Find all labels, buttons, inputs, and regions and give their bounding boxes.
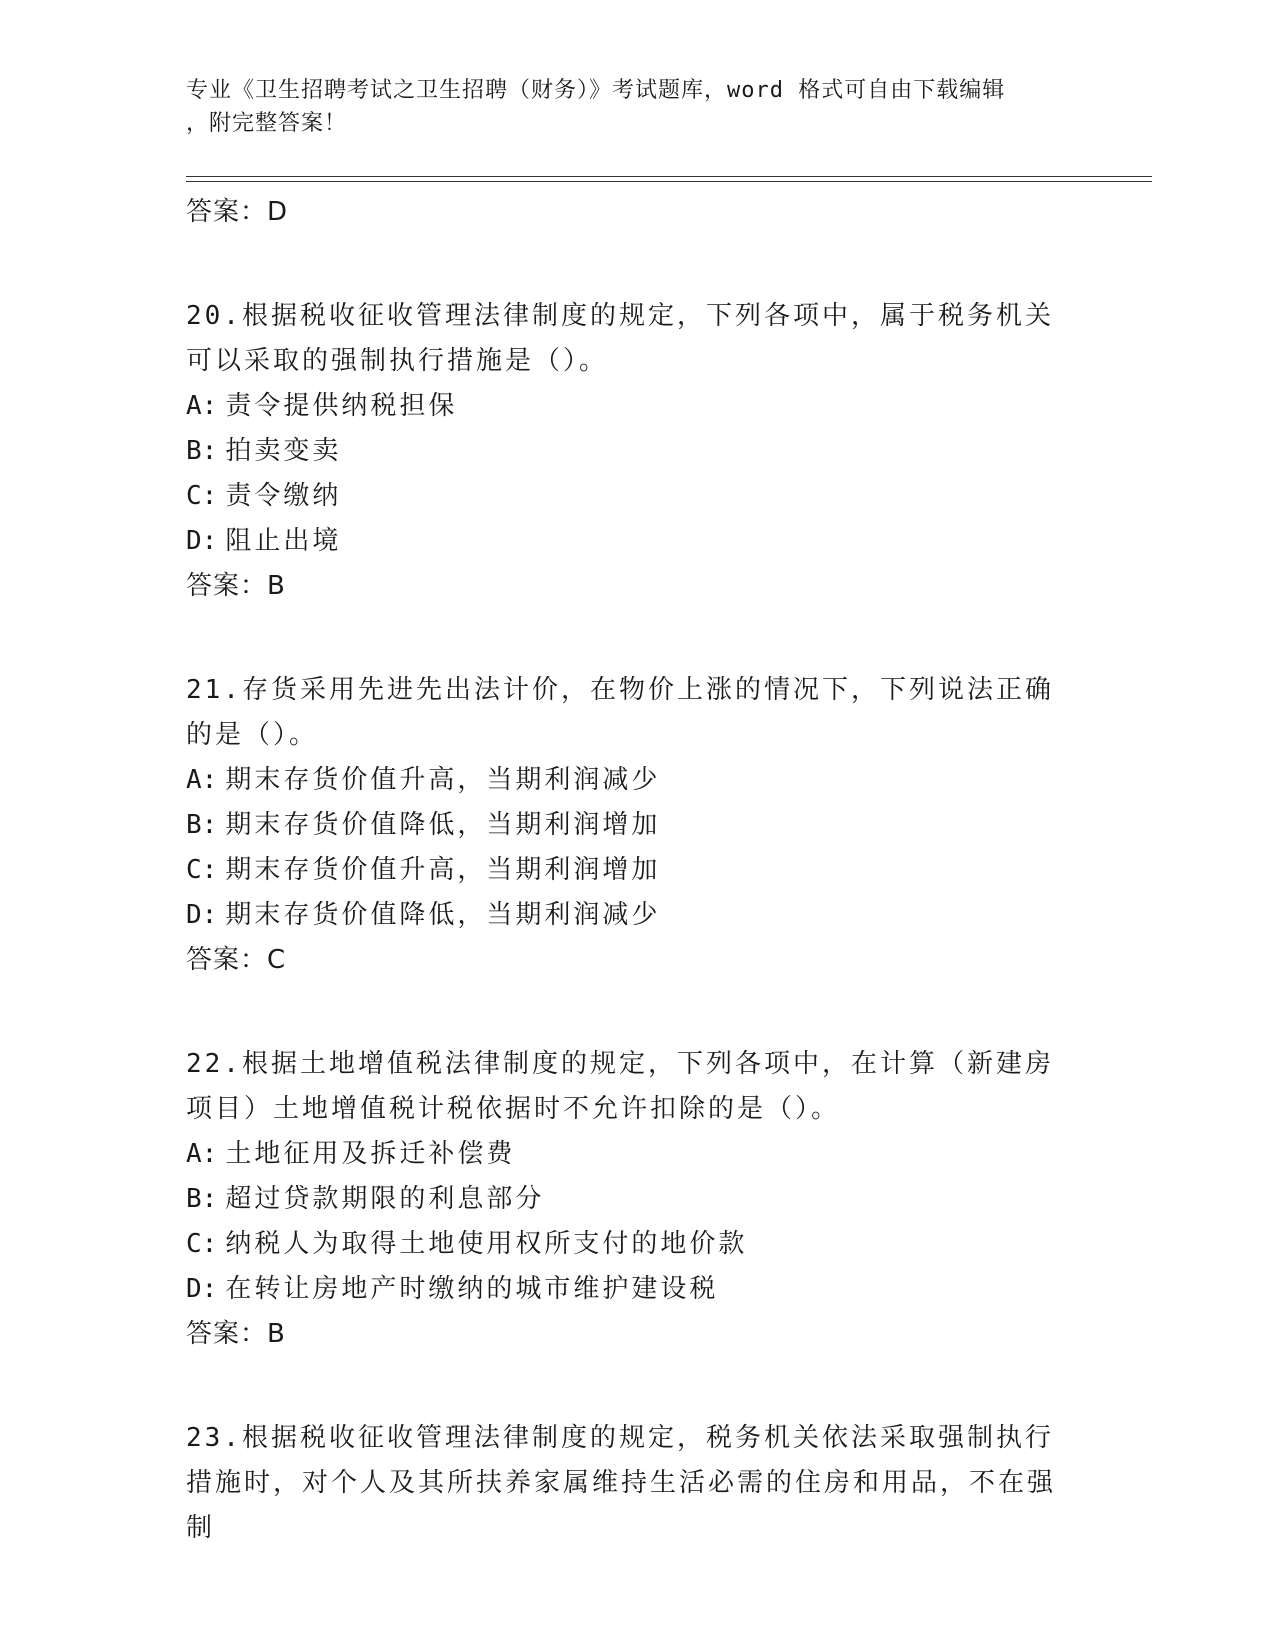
option-text: 拍卖变卖	[225, 436, 342, 466]
question-21	[186, 668, 1152, 982]
question-stem: 22.根据土地增值税法律制度的规定，下列各项中，在计算（新建房项目）土地增值税计税依据时不允许扣除的是（）。	[186, 1049, 1054, 1124]
option-label: A:	[186, 391, 218, 421]
option-text: 超过贷款期限的利息部分	[225, 1184, 545, 1214]
option-label: C:	[186, 855, 218, 885]
option-a	[186, 1132, 1152, 1177]
option-text: 土地征用及拆迁补偿费	[225, 1139, 516, 1169]
option-text: 期末存货价值降低，当期利润增加	[225, 810, 661, 840]
option-text: 期末存货价值升高，当期利润增加	[225, 855, 661, 885]
option-text: 责令缴纳	[225, 481, 342, 511]
option-text: 期末存货价值升高，当期利润减少	[225, 765, 661, 795]
option-label: D:	[186, 900, 218, 930]
question-22	[186, 1042, 1152, 1356]
answer-line: 答案：B	[186, 571, 286, 601]
option-label: D:	[186, 526, 218, 556]
question-20	[186, 294, 1152, 608]
option-label: B:	[186, 436, 218, 466]
option-label: D:	[186, 1274, 218, 1304]
header-divider-bottom	[186, 181, 1152, 182]
option-c	[186, 848, 1152, 893]
document-header	[186, 74, 1086, 140]
option-text: 责令提供纳税担保	[225, 391, 458, 421]
option-d	[186, 893, 1152, 938]
previous-answer: 答案：D	[186, 197, 289, 227]
document-content	[186, 190, 1152, 1551]
question-stem: 23.根据税收征收管理法律制度的规定，税务机关依法采取强制执行措施时，对个人及其所扶养家属维持生活必需的住房和用品，不在强制	[186, 1423, 1057, 1543]
answer-line: 答案：B	[186, 1319, 286, 1349]
option-a	[186, 758, 1152, 803]
option-label: B:	[186, 810, 218, 840]
option-c	[186, 1222, 1152, 1267]
option-d	[186, 519, 1152, 564]
option-d	[186, 1267, 1152, 1312]
document-page	[186, 0, 1152, 1650]
option-text: 纳税人为取得土地使用权所支付的地价款	[225, 1229, 748, 1259]
header-divider-top	[186, 176, 1152, 177]
option-b	[186, 429, 1152, 474]
answer-line: 答案：C	[186, 945, 287, 975]
option-b	[186, 1177, 1152, 1222]
option-a	[186, 384, 1152, 429]
option-label: A:	[186, 1139, 218, 1169]
option-c	[186, 474, 1152, 519]
option-label: C:	[186, 1229, 218, 1259]
question-stem: 21.存货采用先进先出法计价，在物价上涨的情况下，下列说法正确的是（）。	[186, 675, 1054, 750]
header-line-2: ，附完整答案！	[186, 111, 348, 136]
option-text: 期末存货价值降低，当期利润减少	[225, 900, 661, 930]
option-text: 在转让房地产时缴纳的城市维护建设税	[225, 1274, 719, 1304]
option-label: A:	[186, 765, 218, 795]
question-stem: 20.根据税收征收管理法律制度的规定，下列各项中，属于税务机关可以采取的强制执行措施是（）。	[186, 301, 1054, 376]
question-23	[186, 1416, 1152, 1551]
header-line-1: 专业《卫生招聘考试之卫生招聘（财务）》考试题库，word 格式可自由下载编辑	[186, 78, 1006, 103]
option-text: 阻止出境	[225, 526, 342, 556]
option-label: B:	[186, 1184, 218, 1214]
option-label: C:	[186, 481, 218, 511]
option-b	[186, 803, 1152, 848]
